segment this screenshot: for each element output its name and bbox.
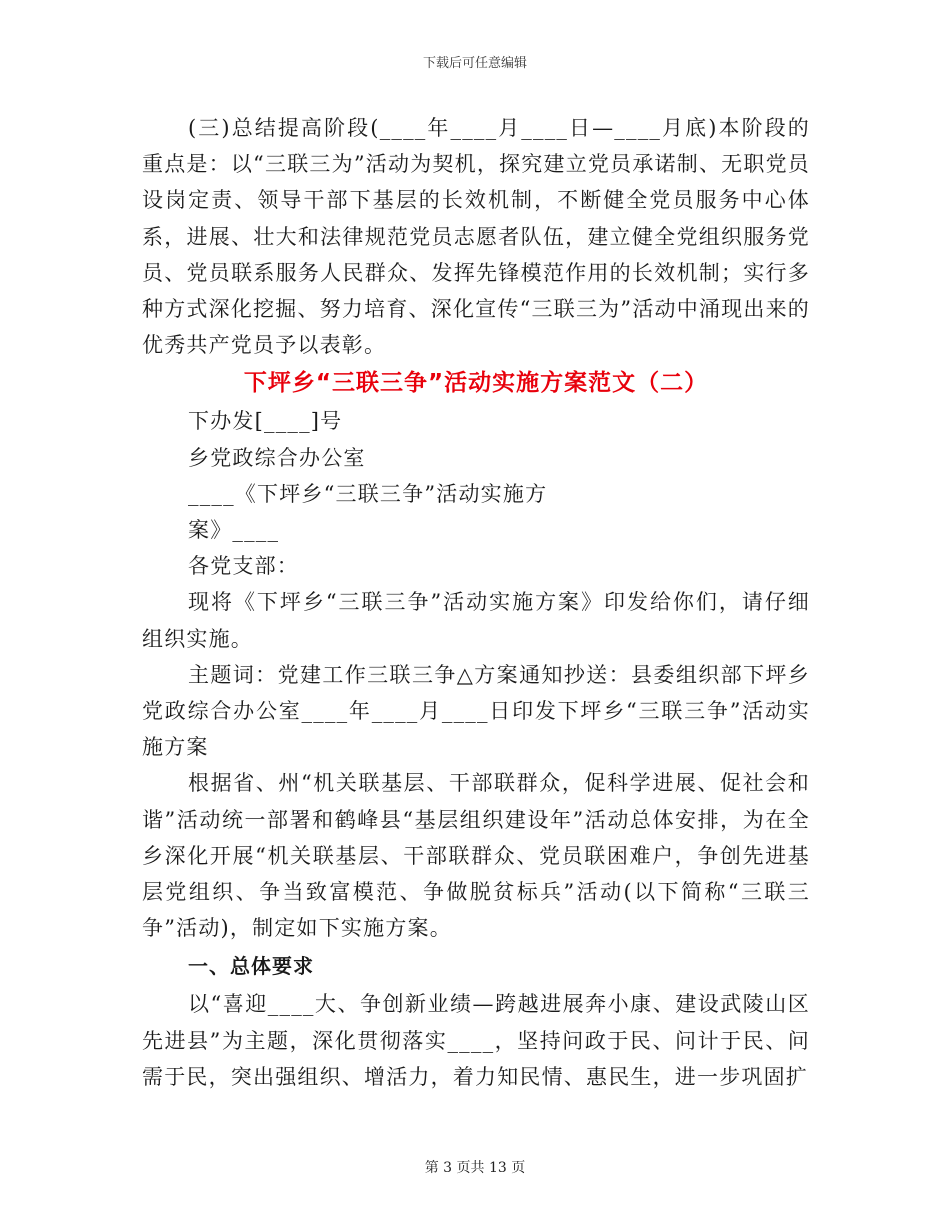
document-body bbox=[142, 110, 810, 1095]
subject-words: 主题词：党建工作三联三争△方案通知抄送：县委组织部下坪乡党政综合办公室____年____月____日印发下坪乡“三联三争”活动实施方案 bbox=[142, 662, 810, 760]
page-header: 下载后可任意编辑 bbox=[422, 56, 527, 71]
page-footer: 第 3 页共 13 页 bbox=[424, 1160, 526, 1176]
section-heading-general-requirements: 一、总体要求 bbox=[188, 954, 314, 979]
section-paragraph-general-requirements: 以“喜迎____大、争创新业绩—跨越进展奔小康、建设武陵山区先进县”为主题，深化贯彻落实____，坚持问政于民、问计于民、问需于民，突出强组织、增活力，着力知民情、惠民生，进一步巩固扩 bbox=[142, 992, 810, 1089]
intro-paragraph: 根据省、州“机关联基层、干部联群众，促科学进展、促社会和谐”活动统一部署和鹤峰县“基层组织建设年”活动总体安排，为在全乡深化开展“机关联基层、干部联群众、党员联困难户，争创先进基层党组织、争当致富模范、争做脱贫标兵”活动(以下简称“三联三争”活动)，制定如下实施方案。 bbox=[142, 771, 810, 941]
document-title: 下坪乡“三联三争”活动实施方案范文（二） bbox=[243, 370, 709, 397]
document-number: 下办发[____]号 bbox=[188, 409, 343, 434]
notice-title-line-2: 案》____ bbox=[188, 518, 280, 543]
issuing-office: 乡党政综合办公室 bbox=[188, 445, 366, 470]
notice-body: 现将《下坪乡“三联三争”活动实施方案》印发给你们，请仔细组织实施。 bbox=[142, 590, 810, 651]
recipient: 各党支部： bbox=[188, 554, 299, 579]
notice-title-line-1: ____《下坪乡“三联三争”活动实施方 bbox=[188, 481, 548, 506]
paragraph-stage-three: (三)总结提高阶段(____年____月____日—____月底)本阶段的重点是：以“三联三为”活动为契机，探究建立党员承诺制、无职党员设岗定责、领导干部下基层的长效机制，不断健全党员服务中心体系，进展、壮大和法律规范党员志愿者队伍，建立健全党组织服务党员、党员联系服务人民群众、发挥先锋模范作用的长效机制；实行多种方式深化挖掘、努力培育、深化宣传“三联三为”活动中涌现出来的优秀共产党员予以表彰。 bbox=[142, 116, 810, 358]
